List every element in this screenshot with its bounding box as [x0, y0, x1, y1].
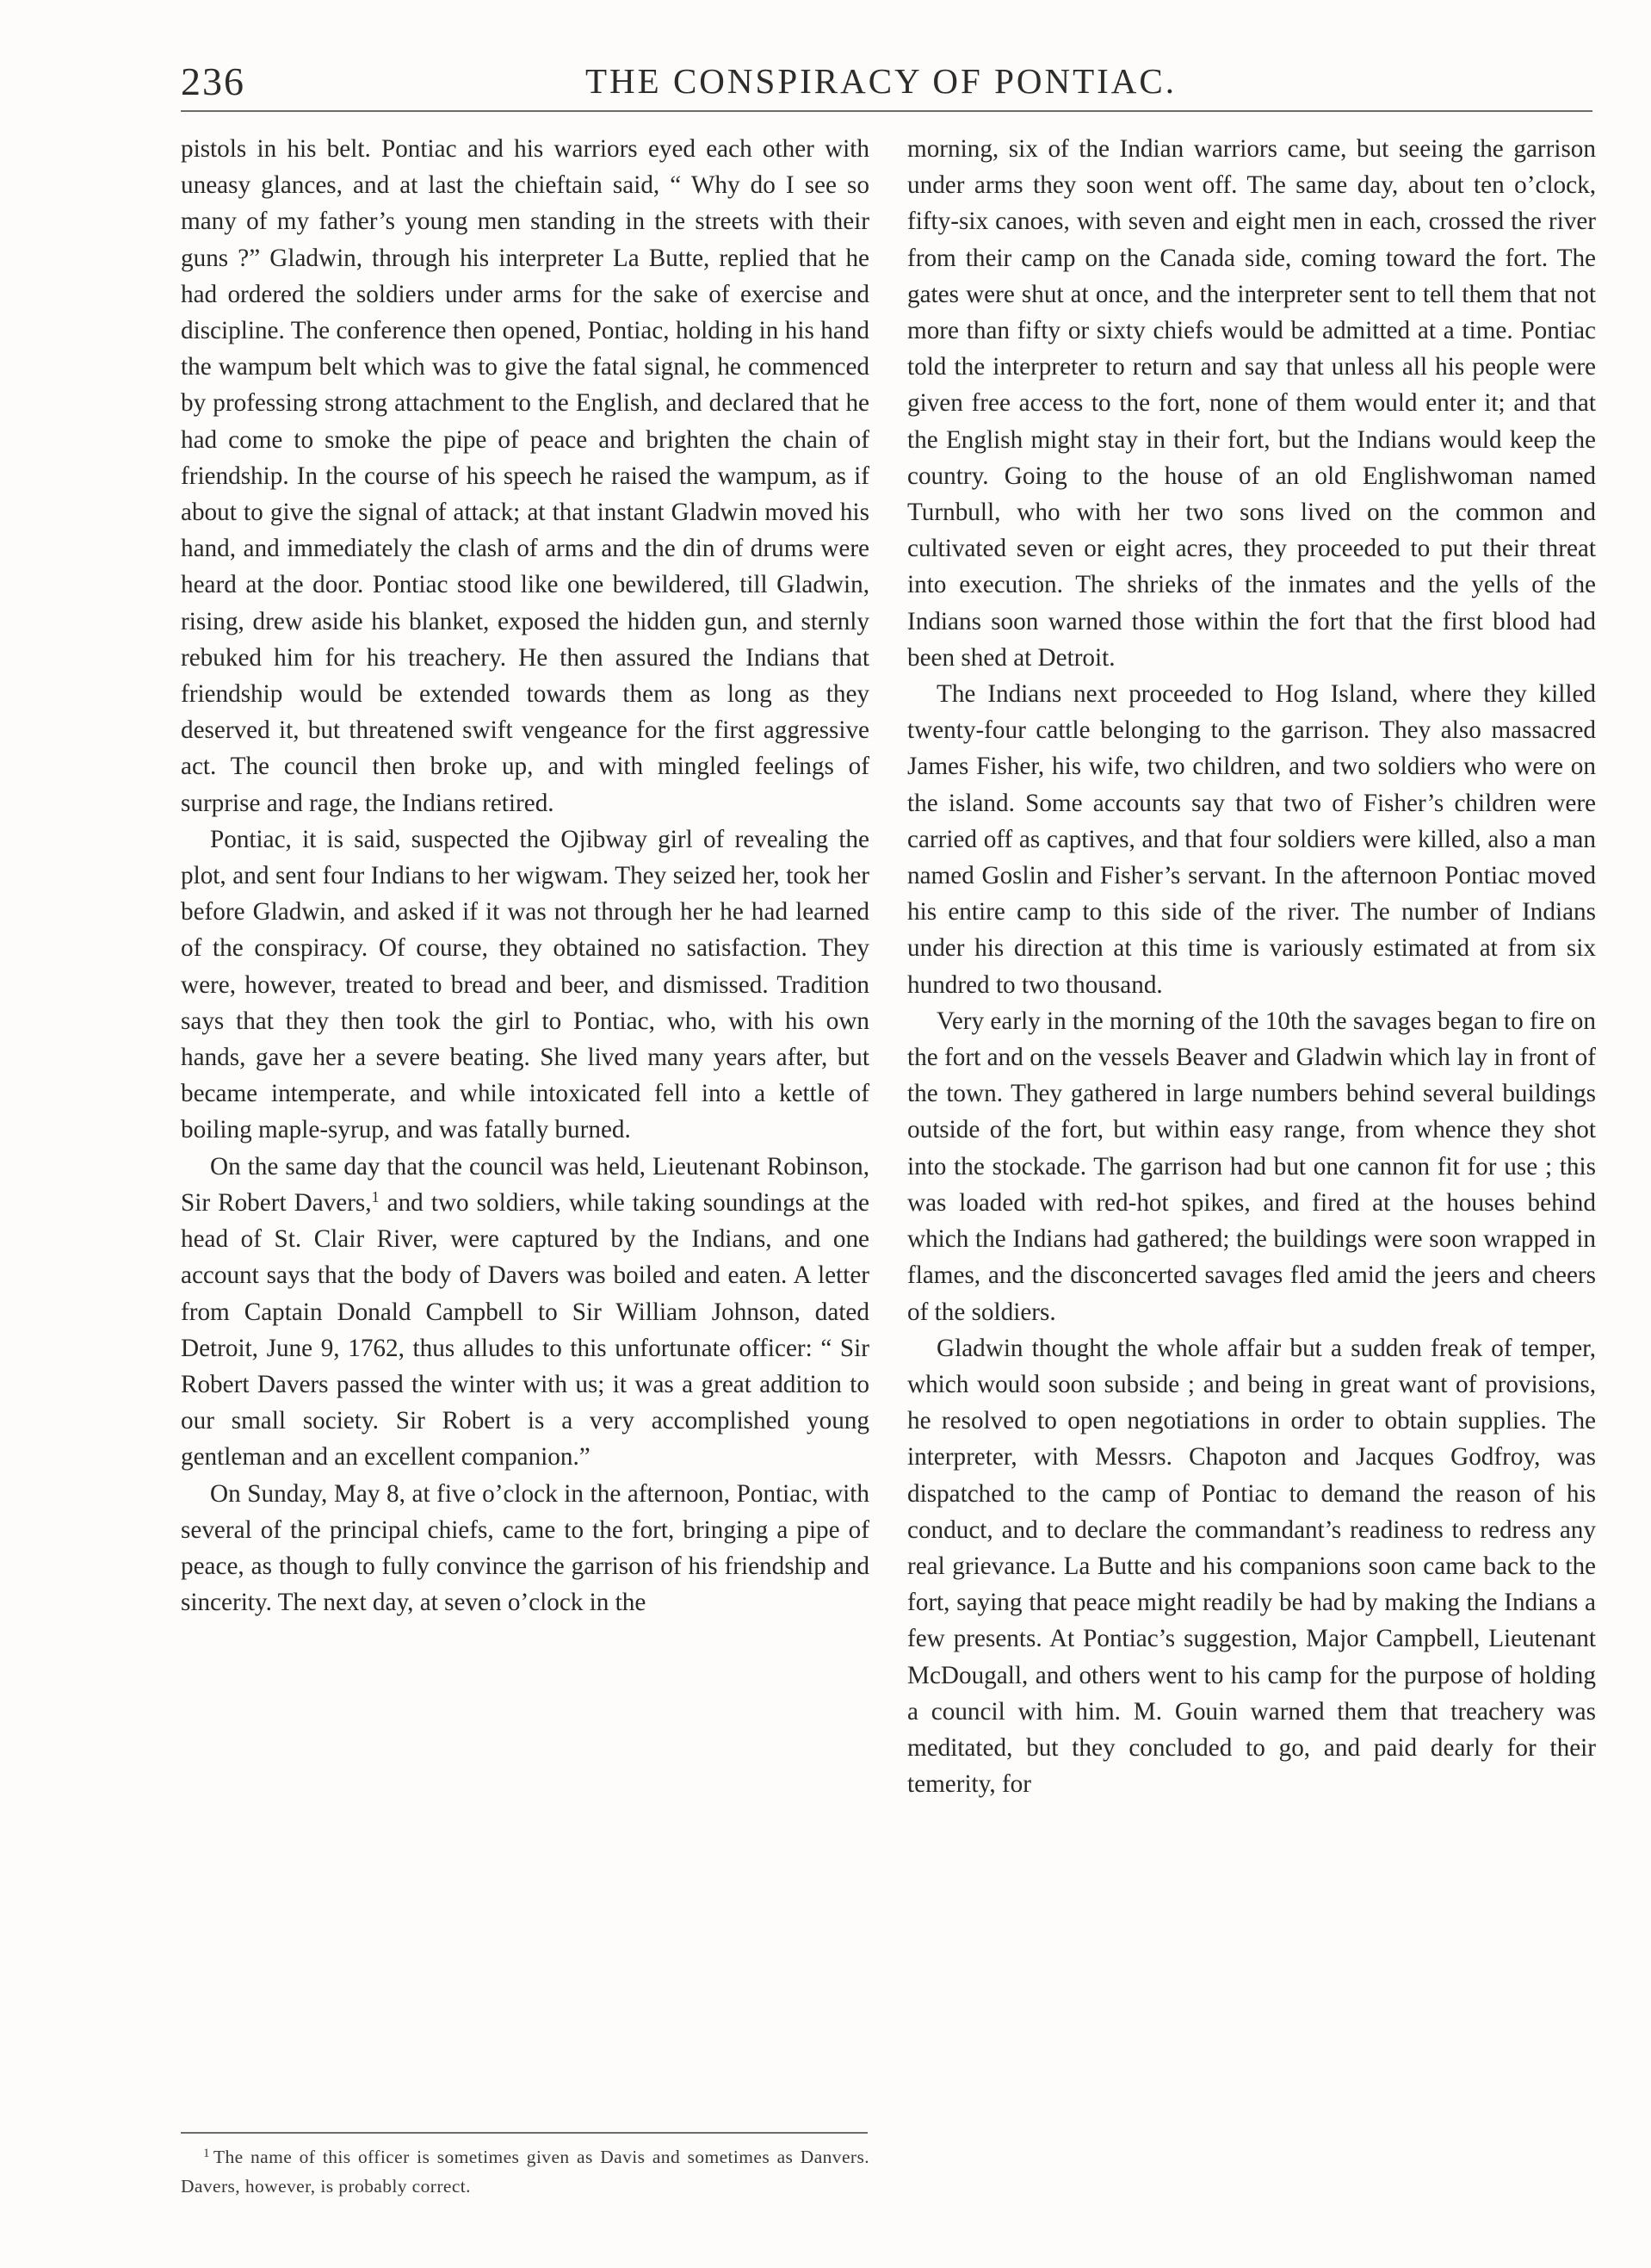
paragraph: Gladwin thought the whole affair but a sudden freak of temper, which would soon subside ; and being in great want of provisions, he resolved to open negotiations in order to obtain supplies. The interpreter, with Messrs. Chapoton and Jacques Godfroy, was dispatched to the camp of Pontiac to demand the reason of his conduct, and to declare the commandant’s readiness to redress any real grievance. La Butte and his companions soon came back to the fort, saying that peace might readily be had by making the Indians a few presents. At Pontiac’s suggestion, Major Campbell, Lieutenant McDougall, and others went to his camp for the purpose of holding a council with him. M. Gouin warned them that treachery was meditated, but they concluded to go, and paid dearly for their temerity, for — [907, 1334, 1596, 1799]
paragraph: The Indians next proceeded to Hog Island, where they killed twenty-four cattle belonging to the garrison. They also massacred James Fisher, his wife, two children, and two soldiers who were on the island. Some accounts say that two of Fisher’s children were carried off as captives, and that four soldiers were killed, also a man named Goslin and Fisher’s servant. In the afternoon Pontiac moved his entire camp to this side of the river. The number of Indians under his direction at this time is variously estimated at from six hundred to two thousand. — [907, 680, 1596, 999]
running-head-title: THE CONSPIRACY OF PONTIAC. — [585, 61, 1177, 101]
footnote — [181, 2142, 869, 2201]
right-column — [907, 131, 1596, 1802]
footnote-reference: 1 — [371, 1187, 380, 1205]
paragraph-text: On the same day that the council was held, Lieutenant Robinson, Sir Robert Davers, — [181, 1152, 869, 1217]
paragraph: morning, six of the Indian warriors came, but seeing the garrison under arms they soon went off. The same day, about ten o’clock, fifty-six canoes, with seven and eight men in each, crossed the river from their camp on the Canada side, coming toward the fort. The gates were shut at once, and the interpreter sent to tell them that not more than fifty or sixty chiefs would be admitted at a time. Pontiac told the interpreter to return and say that unless all his people were given free access to the fort, none of them would enter it; and that the English might stay in their fort, but the Indians would keep the country. Going to the house of an old Englishwoman named Turnbull, who with her two sons lived on the common and cultivated seven or eight acres, they proceeded to put their threat into execution. The shrieks of the inmates and the yells of the Indians soon warned those within the fort that the first blood had been shed at Detroit. — [907, 135, 1596, 672]
paragraph: pistols in his belt. Pontiac and his warriors eyed each other with uneasy glances, and at last the chieftain said, “ Why do I see so many of my father’s young men standing in the streets with their guns ?” Gladwin, through his interpreter La Butte, replied that he had ordered the soldiers under arms for the sake of exercise and discipline. The conference then opened, Pontiac, holding in his hand the wampum belt which was to give the fatal signal, he commenced by professing strong attachment to the English, and declared that he had come to smoke the pipe of peace and brighten the chain of friendship. In the course of his speech he raised the wampum, as if about to give the signal of attack; at that instant Gladwin moved his hand, and immediately the clash of arms and the din of drums were heard at the door. Pontiac stood like one bewildered, till Gladwin, rising, drew aside his blanket, exposed the hidden gun, and sternly rebuked him for his treachery. He then assured the Indians that friendship would be extended towards them as long as they deserved it, but threatened swift vengeance for the first aggressive act. The council then broke up, and with mingled feelings of surprise and rage, the Indians retired. — [181, 135, 869, 817]
left-column — [181, 131, 869, 1620]
paragraph-text: and two soldiers, while taking soundings at the head of St. Clair River, were captured by the Indians, and one account says that the body of Davers was boiled and eaten. A letter from Captain Donald Campbell to Sir William Johnson, dated Detroit, June 9, 1762, thus alludes to this unfortunate officer: “ Sir Robert Davers passed the winter with us; it was a great addition to our small society. Sir Robert is a very accomplished young gentleman and an excellent companion.” — [181, 1188, 869, 1472]
paragraph: Very early in the morning of the 10th the savages began to fire on the fort and on the vessels Beaver and Gladwin which lay in front of the town. They gathered in large numbers behind several buildings outside of the fort, but within easy range, from whence they shot into the stockade. The garrison had but one cannon fit for use ; this was loaded with red-hot spikes, and fired at the houses behind which the Indians had gathered; the buildings were soon wrapped in flames, and the disconcerted savages fled amid the jeers and cheers of the soldiers. — [907, 1007, 1596, 1326]
paragraph — [181, 1149, 869, 1476]
footnote-rule — [181, 2132, 868, 2134]
header-rule — [181, 110, 1592, 112]
paragraph: Pontiac, it is said, suspected the Ojibway girl of revealing the plot, and sent four Indians to her wigwam. They seized her, took her before Gladwin, and asked if it was not through her he had learned of the conspiracy. Of course, they obtained no satisfaction. They were, however, treated to bread and beer, and dismissed. Tradition says that they then took the girl to Pontiac, who, with his own hands, gave her a severe beating. She lived many years after, but became intemperate, and while intoxicated fell into a kettle of boiling maple-syrup, and was fatally burned. — [181, 825, 869, 1144]
footnote-text: The name of this officer is sometimes given as Davis and sometimes as Danvers. Davers, however, is probably correct. — [181, 2147, 869, 2197]
page-number: 236 — [181, 59, 245, 103]
paragraph: On Sunday, May 8, at five o’clock in the afternoon, Pontiac, with several of the principal chiefs, came to the fort, bringing a pipe of peace, as though to fully convince the garrison of his friendship and sincerity. The next day, at seven o’clock in the — [181, 1479, 869, 1617]
footnote-mark: 1 — [203, 2147, 210, 2160]
